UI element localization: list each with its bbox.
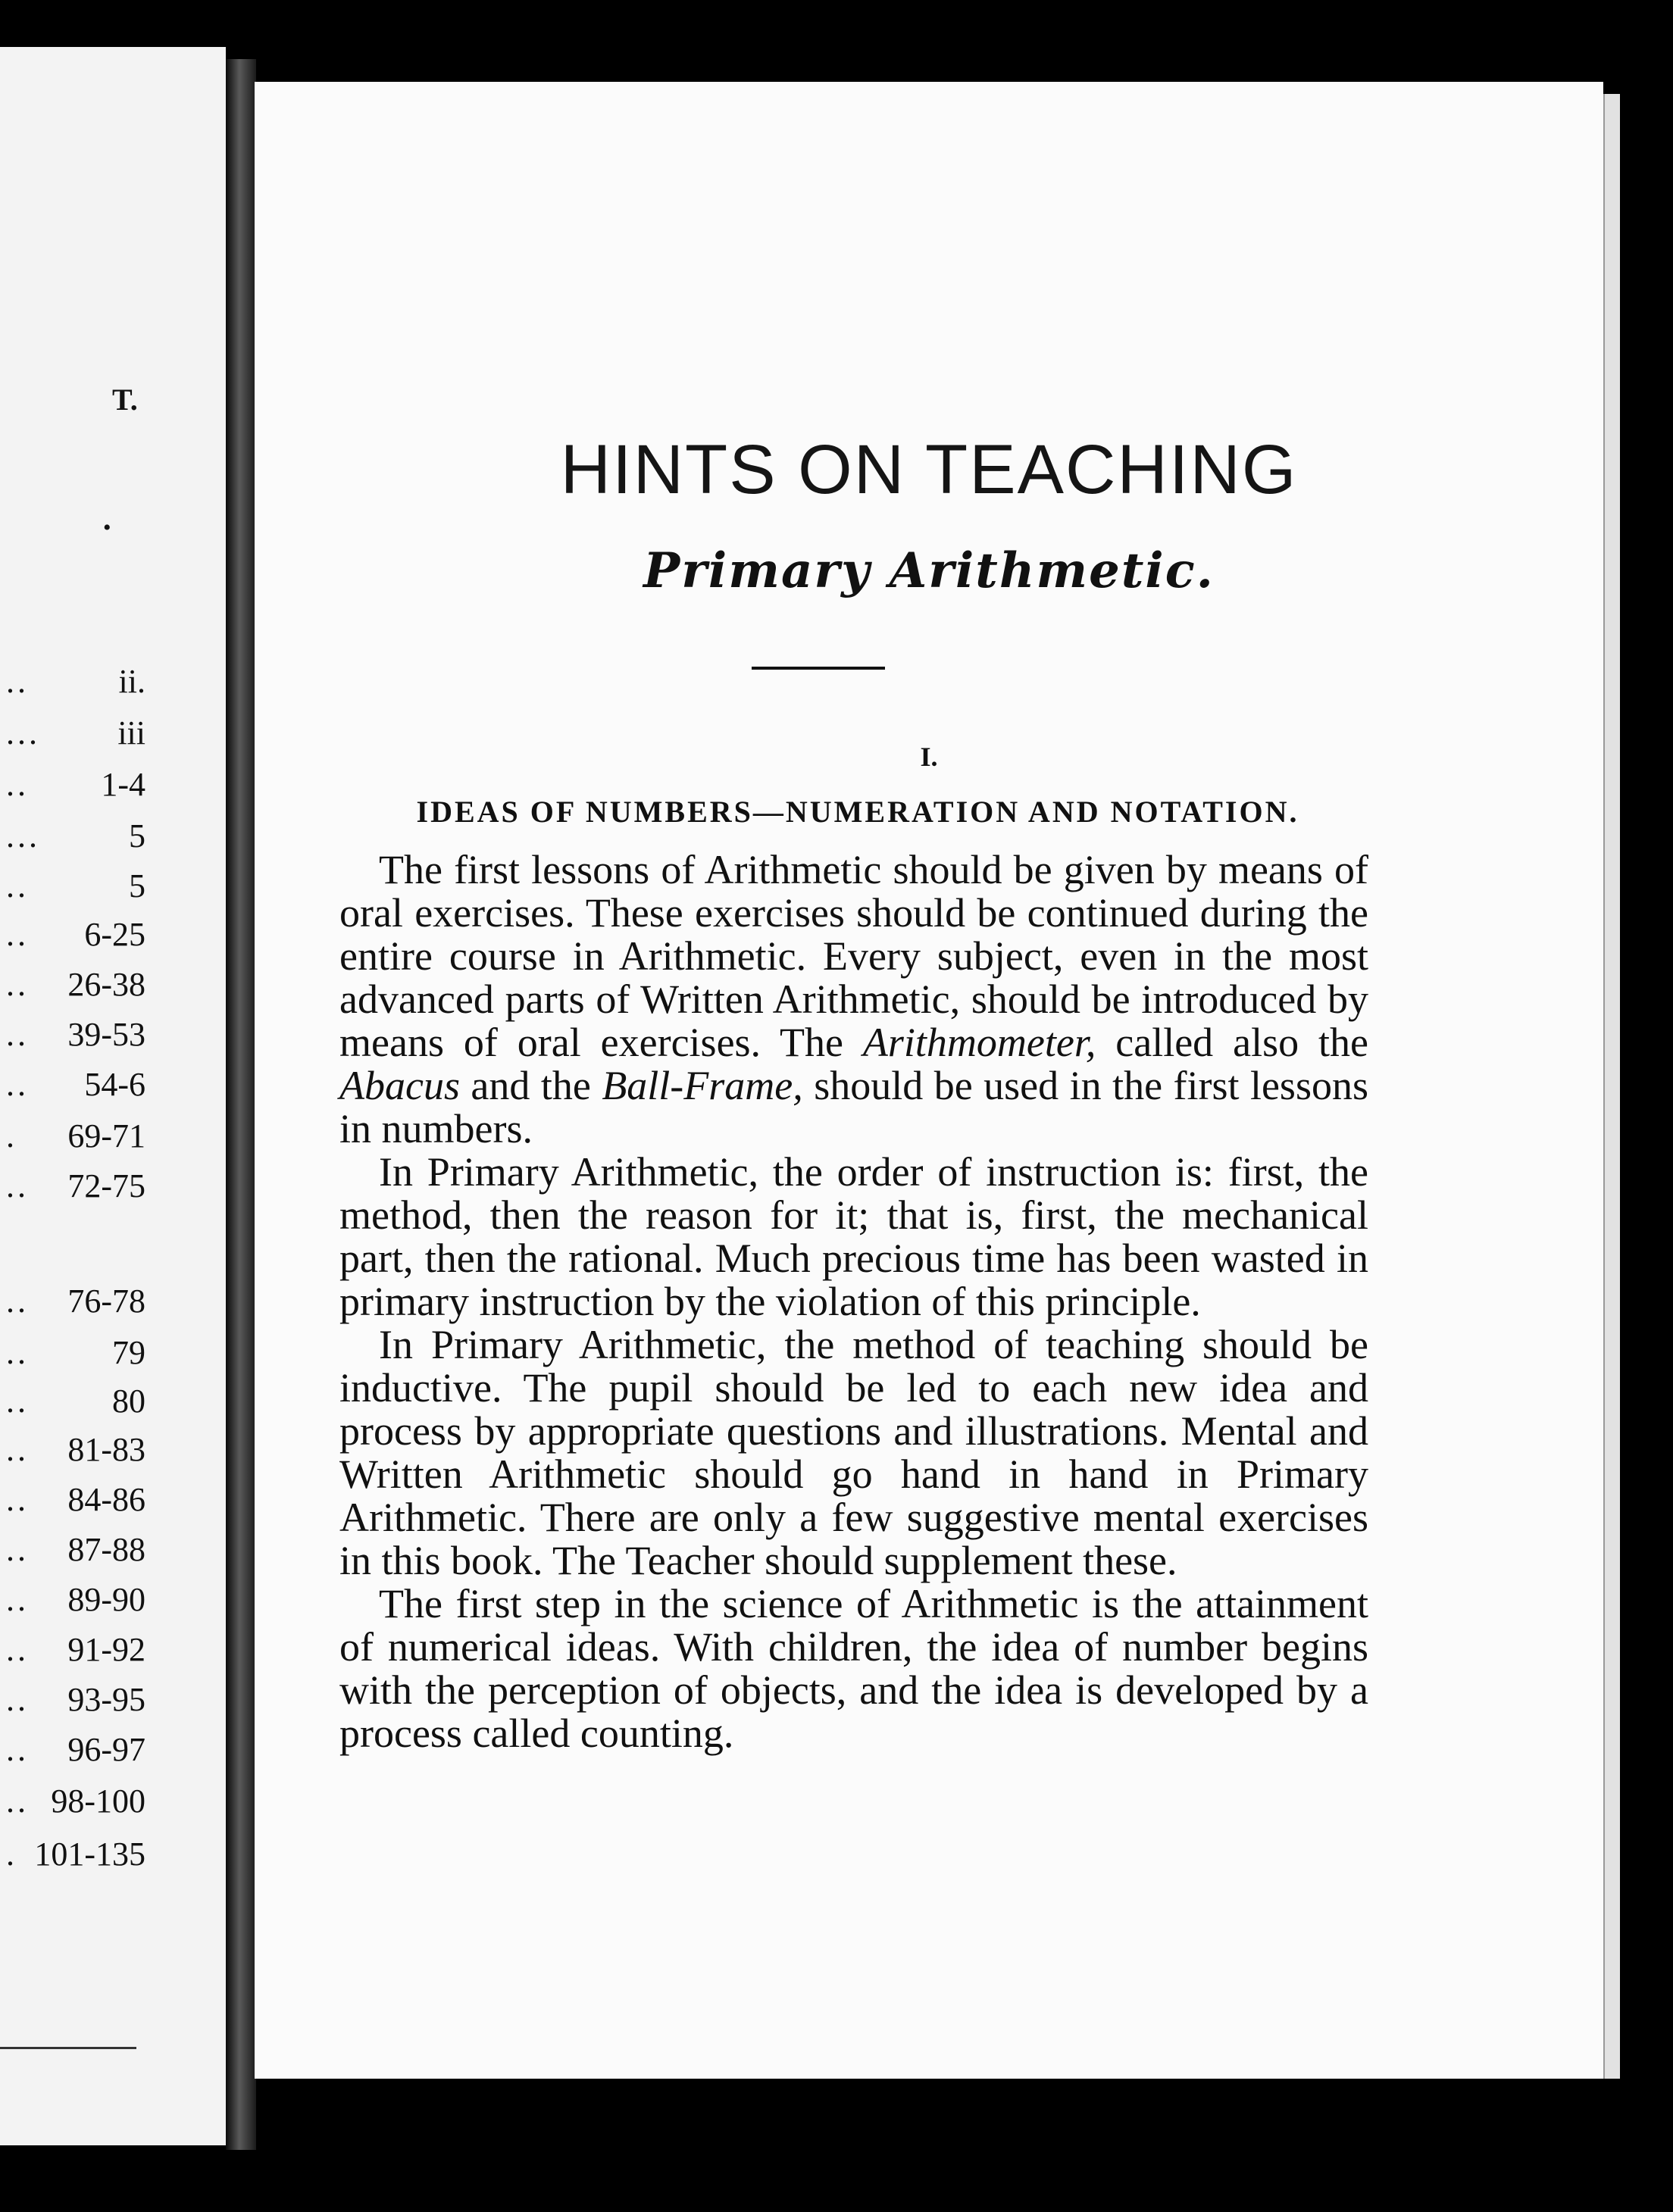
toc-leader-dots: ..	[6, 766, 29, 803]
toc-page-number: 93-95	[67, 1681, 145, 1718]
toc-row	[0, 1832, 145, 1877]
toc-row	[0, 762, 145, 808]
toc-page-number: 72-75	[67, 1167, 145, 1204]
toc-row	[0, 1379, 145, 1424]
term-abacus: Abacus	[339, 1063, 460, 1108]
toc-heading-fragment: T.	[112, 383, 138, 417]
toc-row	[0, 1527, 145, 1573]
toc-leader-dots: ..	[6, 663, 29, 700]
toc-leader-dots: ..	[6, 1431, 29, 1468]
toc-page-number: iii	[117, 714, 145, 751]
toc-page-number: 84-86	[67, 1481, 145, 1518]
toc-page-number: 81-83	[67, 1431, 145, 1468]
toc-row	[0, 912, 145, 958]
paragraph-2: In Primary Arithmetic, the order of instruction is: first, the method, then the reason for it; that is, first, the mechanical part, then the rational. Much precious time has been wasted in primary instruction by the violation of this principle.	[339, 1149, 1368, 1324]
toc-leader-dots: ..	[6, 966, 29, 1003]
toc-page-number: 54-6	[84, 1066, 145, 1103]
section-number: I.	[920, 742, 938, 772]
toc-bullet: •	[103, 515, 111, 540]
paragraph-1-text-a: The first lessons of Arithmetic should be given by means of oral exercises. These exercises should be continued during the entire course in Arithmetic. Every subject, even in the most advanced parts of Written Arithmetic, should be introduced by means of oral exercises. The	[339, 847, 1368, 1065]
toc-page-number: 87-88	[67, 1531, 145, 1568]
page-edge	[1603, 94, 1620, 2079]
main-page	[255, 82, 1603, 2079]
toc-page-number: 101-135	[34, 1836, 145, 1873]
toc-page-number: 39-53	[67, 1016, 145, 1053]
toc-page-number: 79	[112, 1334, 145, 1371]
page-subtitle: Primary Arithmetic.	[643, 542, 1215, 599]
toc-leader-dots: ..	[6, 1731, 29, 1768]
toc-leader-dots: ..	[6, 1581, 29, 1618]
term-arithmometer: Arithmometer,	[862, 1020, 1096, 1065]
paragraph-3: In Primary Arithmetic, the method of teaching should be inductive. The pupil should be led to each new idea and process by appropriate questions and illustrations. Mental and Written Arithmetic should go hand in hand in Primary Arithmetic. There are only a few suggestive mental exercises in this book. The Teacher should supplement these.	[339, 1322, 1368, 1583]
left-page-toc	[0, 47, 226, 2145]
toc-leader-dots: ..	[6, 1167, 29, 1204]
toc-row	[0, 1164, 145, 1209]
toc-leader-dots: ...	[6, 714, 40, 751]
toc-leader-dots: ..	[6, 867, 29, 904]
toc-page-number: ii.	[118, 663, 145, 700]
toc-row	[0, 1627, 145, 1673]
term-ball-frame: Ball-Frame,	[602, 1063, 803, 1108]
toc-page-number: 6-25	[84, 916, 145, 953]
toc-page-number: 5	[129, 867, 145, 904]
toc-page-number: 80	[112, 1382, 145, 1420]
toc-leader-dots: .	[6, 1117, 17, 1154]
paragraph-1-text-c: and the	[459, 1063, 602, 1108]
toc-page-number: 91-92	[67, 1631, 145, 1668]
toc-row	[0, 711, 145, 756]
toc-leader-dots: ..	[6, 1782, 29, 1820]
toc-row	[0, 864, 145, 909]
toc-page-number: 1-4	[101, 766, 145, 803]
toc-row	[0, 1779, 145, 1824]
paragraph-1-text-d: should be used in the first lessons in numbers.	[339, 1063, 1368, 1151]
toc-row	[0, 1114, 145, 1159]
book-gutter	[226, 59, 256, 2150]
paragraph-1	[339, 848, 1368, 1151]
toc-page-number: 76-78	[67, 1283, 145, 1320]
toc-leader-dots: ..	[6, 1631, 29, 1668]
toc-page-number: 96-97	[67, 1731, 145, 1768]
toc-row	[0, 1427, 145, 1473]
section-heading: IDEAS OF NUMBERS—NUMERATION AND NOTATION.	[416, 795, 1299, 829]
toc-row	[0, 1062, 145, 1108]
toc-row	[0, 1727, 145, 1773]
toc-leader-dots: ..	[6, 1283, 29, 1320]
toc-leader-dots: ..	[6, 1066, 29, 1103]
toc-leader-dots: ..	[6, 1681, 29, 1718]
toc-row	[0, 1677, 145, 1723]
toc-row	[0, 1330, 145, 1376]
toc-leader-dots: ..	[6, 1481, 29, 1518]
toc-page-number: 69-71	[67, 1117, 145, 1154]
toc-row	[0, 814, 145, 859]
toc-page-number: 5	[129, 817, 145, 854]
title-divider	[752, 667, 885, 670]
page-title: HINTS ON TEACHING	[560, 431, 1298, 508]
toc-page-number: 98-100	[51, 1782, 145, 1820]
toc-page-number: 26-38	[67, 966, 145, 1003]
toc-row	[0, 1577, 145, 1623]
paragraph-1-text-b: called also the	[1096, 1020, 1368, 1065]
toc-leader-dots: ...	[6, 817, 40, 854]
body-text	[339, 848, 1368, 1755]
toc-row	[0, 962, 145, 1008]
toc-row	[0, 1012, 145, 1058]
left-page-rule	[0, 2047, 136, 2049]
toc-leader-dots: ..	[6, 916, 29, 953]
toc-leader-dots: ..	[6, 1016, 29, 1053]
paragraph-4: The first step in the science of Arithmetic is the attainment of numerical ideas. With children, the idea of number begins with the perception of objects, and the idea is developed by a process called counting.	[339, 1581, 1368, 1756]
toc-leader-dots: ..	[6, 1382, 29, 1420]
toc-row	[0, 659, 145, 705]
toc-row	[0, 1279, 145, 1324]
toc-leader-dots: ..	[6, 1531, 29, 1568]
toc-leader-dots: .	[6, 1836, 17, 1873]
toc-page-number: 89-90	[67, 1581, 145, 1618]
toc-leader-dots: ..	[6, 1334, 29, 1371]
toc-row	[0, 1477, 145, 1523]
